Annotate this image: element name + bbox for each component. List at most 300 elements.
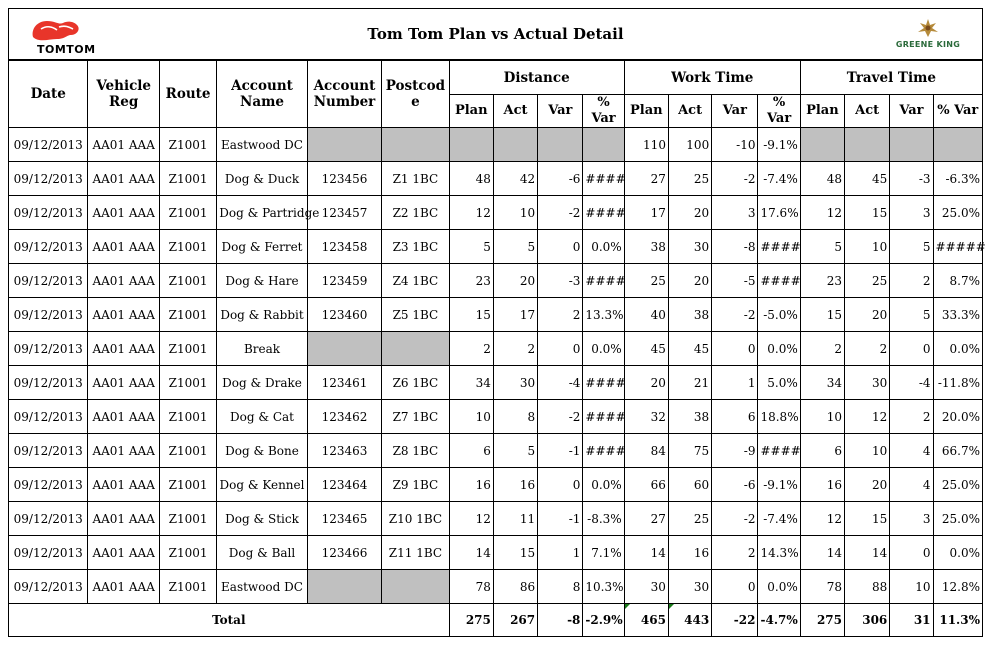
cell-travel-time-act: 14: [845, 536, 890, 570]
cell-distance-plan: 12: [449, 502, 493, 536]
cell-date: 09/12/2013: [9, 366, 88, 400]
cell-travel-time-pct-var: 8.7%: [933, 264, 982, 298]
cell-travel-time-pct-var: 0.0%: [933, 536, 982, 570]
cell-travel-time-var: [890, 128, 933, 162]
cell-work-time-plan: 30: [624, 570, 668, 604]
cell-vehicle-reg: AA01 AAA: [88, 570, 159, 604]
cell-date: 09/12/2013: [9, 128, 88, 162]
cell-date: 09/12/2013: [9, 332, 88, 366]
cell-date: 09/12/2013: [9, 230, 88, 264]
cell-distance-plan: 16: [449, 468, 493, 502]
cell-distance-var: -1: [538, 434, 583, 468]
col-account-name: Account Name: [217, 61, 308, 128]
cell-distance-plan: 5: [449, 230, 493, 264]
col-vehicle-reg: Vehicle Reg: [88, 61, 159, 128]
total-distance-plan: 275: [449, 604, 493, 637]
cell-distance-act: 16: [493, 468, 537, 502]
cell-vehicle-reg: AA01 AAA: [88, 196, 159, 230]
cell-travel-time-plan: 23: [800, 264, 844, 298]
cell-route: Z1001: [159, 536, 216, 570]
table-body: [9, 128, 986, 637]
cell-date: 09/12/2013: [9, 502, 88, 536]
table-row: [9, 400, 983, 434]
cell-travel-time-var: -3: [890, 162, 933, 196]
group-travel-time: Travel Time: [800, 61, 982, 95]
table-row: [9, 196, 983, 230]
cell-distance-var: -6: [538, 162, 583, 196]
cell-date: 09/12/2013: [9, 162, 88, 196]
cell-distance-pct-var: ####: [583, 366, 624, 400]
cell-work-time-plan: 38: [624, 230, 668, 264]
cell-distance-act: 30: [493, 366, 537, 400]
cell-work-time-pct-var: 17.6%: [758, 196, 800, 230]
cell-work-time-pct-var: 14.3%: [758, 536, 800, 570]
cell-work-time-pct-var: -9.1%: [758, 128, 800, 162]
cell-work-time-pct-var: ####: [758, 434, 800, 468]
cell-distance-var: -2: [538, 196, 583, 230]
cell-travel-time-pct-var: 12.8%: [933, 570, 982, 604]
cell-account-name: Eastwood DC: [217, 128, 308, 162]
table-row: [9, 332, 983, 366]
cell-postcode: Z11 1BC: [382, 536, 449, 570]
total-work-time-act: 443: [668, 604, 711, 637]
cell-travel-time-act: 10: [845, 434, 890, 468]
cell-distance-var: -4: [538, 366, 583, 400]
cell-work-time-pct-var: ####: [758, 264, 800, 298]
cell-work-time-pct-var: 5.0%: [758, 366, 800, 400]
cell-work-time-act: 75: [668, 434, 711, 468]
cell-postcode: [382, 570, 449, 604]
cell-route: Z1001: [159, 264, 216, 298]
cell-distance-var: 2: [538, 298, 583, 332]
cell-postcode: [382, 128, 449, 162]
group-distance: Distance: [449, 61, 624, 95]
cell-work-time-var: 0: [712, 570, 758, 604]
cell-vehicle-reg: AA01 AAA: [88, 128, 159, 162]
cell-travel-time-pct-var: 0.0%: [933, 332, 982, 366]
cell-vehicle-reg: AA01 AAA: [88, 434, 159, 468]
cell-travel-time-plan: 14: [800, 536, 844, 570]
cell-distance-act: 15: [493, 536, 537, 570]
cell-account-number: 123465: [307, 502, 381, 536]
cell-vehicle-reg: AA01 AAA: [88, 162, 159, 196]
cell-distance-plan: 34: [449, 366, 493, 400]
cell-work-time-var: -2: [712, 502, 758, 536]
cell-travel-time-plan: 34: [800, 366, 844, 400]
cell-route: Z1001: [159, 162, 216, 196]
sub-act: Act: [493, 95, 537, 128]
cell-account-name: Dog & Bone: [217, 434, 308, 468]
cell-travel-time-var: 10: [890, 570, 933, 604]
cell-work-time-act: 16: [668, 536, 711, 570]
cell-travel-time-pct-var: -6.3%: [933, 162, 982, 196]
cell-work-time-act: 21: [668, 366, 711, 400]
cell-work-time-pct-var: 0.0%: [758, 332, 800, 366]
cell-travel-time-act: 88: [845, 570, 890, 604]
cell-travel-time-act: 20: [845, 298, 890, 332]
cell-travel-time-plan: 12: [800, 196, 844, 230]
cell-vehicle-reg: AA01 AAA: [88, 332, 159, 366]
cell-postcode: Z3 1BC: [382, 230, 449, 264]
cell-account-name: Dog & Hare: [217, 264, 308, 298]
cell-work-time-var: -2: [712, 162, 758, 196]
cell-work-time-var: 1: [712, 366, 758, 400]
cell-travel-time-pct-var: [933, 128, 982, 162]
cell-distance-act: 42: [493, 162, 537, 196]
table-row: [9, 128, 983, 162]
cell-travel-time-var: 0: [890, 332, 933, 366]
cell-distance-plan: 78: [449, 570, 493, 604]
cell-work-time-act: 20: [668, 196, 711, 230]
cell-travel-time-plan: 12: [800, 502, 844, 536]
cell-travel-time-var: 4: [890, 468, 933, 502]
cell-postcode: Z10 1BC: [382, 502, 449, 536]
cell-distance-pct-var: 13.3%: [583, 298, 624, 332]
cell-work-time-plan: 45: [624, 332, 668, 366]
tomtom-wordmark: TOMTOM: [37, 43, 96, 56]
cell-distance-var: -3: [538, 264, 583, 298]
cell-account-name: Dog & Kennel: [217, 468, 308, 502]
total-travel-time-var: 31: [890, 604, 933, 637]
table-row: [9, 366, 983, 400]
cell-distance-pct-var: -8.3%: [583, 502, 624, 536]
cell-distance-act: [493, 128, 537, 162]
cell-vehicle-reg: AA01 AAA: [88, 230, 159, 264]
report-sheet: [8, 8, 986, 638]
cell-distance-plan: 12: [449, 196, 493, 230]
cell-distance-act: 17: [493, 298, 537, 332]
cell-work-time-act: 20: [668, 264, 711, 298]
cell-date: 09/12/2013: [9, 196, 88, 230]
cell-travel-time-act: 30: [845, 366, 890, 400]
cell-postcode: Z6 1BC: [382, 366, 449, 400]
cell-travel-time-var: 4: [890, 434, 933, 468]
cell-account-name: Dog & Rabbit: [217, 298, 308, 332]
plan-vs-actual-table: [8, 60, 986, 637]
cell-travel-time-act: 2: [845, 332, 890, 366]
table-row: [9, 502, 983, 536]
sub-act: Act: [845, 95, 890, 128]
cell-account-number: 123457: [307, 196, 381, 230]
col-postcode: Postcod e: [382, 61, 449, 128]
table-row: [9, 434, 983, 468]
cell-work-time-plan: 20: [624, 366, 668, 400]
cell-vehicle-reg: AA01 AAA: [88, 536, 159, 570]
cell-account-number: [307, 128, 381, 162]
cell-travel-time-pct-var: #####: [933, 230, 982, 264]
cell-route: Z1001: [159, 400, 216, 434]
cell-work-time-var: 0: [712, 332, 758, 366]
cell-account-number: 123459: [307, 264, 381, 298]
cell-postcode: Z2 1BC: [382, 196, 449, 230]
cell-distance-act: 5: [493, 230, 537, 264]
group-work-time: Work Time: [624, 61, 800, 95]
cell-distance-pct-var: ####: [583, 400, 624, 434]
cell-distance-act: 2: [493, 332, 537, 366]
cell-distance-pct-var: 10.3%: [583, 570, 624, 604]
cell-account-name: Dog & Ball: [217, 536, 308, 570]
cell-vehicle-reg: AA01 AAA: [88, 264, 159, 298]
table-row: [9, 298, 983, 332]
cell-distance-plan: 48: [449, 162, 493, 196]
cell-work-time-act: 45: [668, 332, 711, 366]
cell-work-time-act: 60: [668, 468, 711, 502]
cell-route: Z1001: [159, 230, 216, 264]
cell-route: Z1001: [159, 298, 216, 332]
cell-postcode: Z4 1BC: [382, 264, 449, 298]
sub-pct-var: % Var: [933, 95, 982, 128]
cell-account-name: Dog & Ferret: [217, 230, 308, 264]
cell-account-number: 123460: [307, 298, 381, 332]
cell-travel-time-var: 3: [890, 502, 933, 536]
cell-work-time-plan: 25: [624, 264, 668, 298]
cell-distance-var: 0: [538, 332, 583, 366]
report-title: Tom Tom Plan vs Actual Detail: [367, 25, 624, 43]
cell-account-name: Dog & Duck: [217, 162, 308, 196]
cell-distance-plan: 15: [449, 298, 493, 332]
cell-work-time-plan: 32: [624, 400, 668, 434]
total-travel-time-plan: 275: [800, 604, 844, 637]
cell-account-number: 123466: [307, 536, 381, 570]
cell-distance-pct-var: 0.0%: [583, 230, 624, 264]
cell-work-time-var: -9: [712, 434, 758, 468]
cell-work-time-var: 6: [712, 400, 758, 434]
total-work-time-var: -22: [712, 604, 758, 637]
cell-work-time-pct-var: 0.0%: [758, 570, 800, 604]
cell-travel-time-pct-var: 20.0%: [933, 400, 982, 434]
total-travel-time-pct-var: 11.3%: [933, 604, 982, 637]
cell-work-time-plan: 14: [624, 536, 668, 570]
cell-travel-time-var: 2: [890, 400, 933, 434]
cell-work-time-plan: 27: [624, 502, 668, 536]
cell-postcode: Z7 1BC: [382, 400, 449, 434]
cell-postcode: [382, 332, 449, 366]
cell-distance-act: 86: [493, 570, 537, 604]
cell-distance-act: 5: [493, 434, 537, 468]
cell-work-time-act: 30: [668, 570, 711, 604]
col-route: Route: [159, 61, 216, 128]
table-row: [9, 162, 983, 196]
cell-distance-pct-var: ####: [583, 196, 624, 230]
cell-work-time-pct-var: 18.8%: [758, 400, 800, 434]
cell-distance-plan: 6: [449, 434, 493, 468]
cell-distance-pct-var: ####: [583, 162, 624, 196]
cell-travel-time-pct-var: -11.8%: [933, 366, 982, 400]
cell-work-time-var: -6: [712, 468, 758, 502]
total-work-time-pct-var: -4.7%: [758, 604, 800, 637]
cell-distance-pct-var: ####: [583, 264, 624, 298]
cell-travel-time-var: 5: [890, 298, 933, 332]
table-row: [9, 536, 983, 570]
cell-distance-var: 0: [538, 230, 583, 264]
cell-account-name: Dog & Drake: [217, 366, 308, 400]
cell-distance-plan: 23: [449, 264, 493, 298]
cell-account-name: Dog & Partridge: [217, 196, 308, 230]
cell-distance-var: -2: [538, 400, 583, 434]
sub-var: Var: [890, 95, 933, 128]
cell-distance-act: 11: [493, 502, 537, 536]
cell-route: Z1001: [159, 434, 216, 468]
cell-travel-time-plan: 48: [800, 162, 844, 196]
cell-travel-time-var: 3: [890, 196, 933, 230]
cell-work-time-act: 25: [668, 162, 711, 196]
cell-work-time-act: 100: [668, 128, 711, 162]
cell-travel-time-act: 25: [845, 264, 890, 298]
cell-date: 09/12/2013: [9, 400, 88, 434]
cell-distance-var: 0: [538, 468, 583, 502]
cell-work-time-plan: 17: [624, 196, 668, 230]
cell-travel-time-act: 15: [845, 502, 890, 536]
cell-distance-act: 10: [493, 196, 537, 230]
total-work-time-plan: 465: [624, 604, 668, 637]
cell-route: Z1001: [159, 366, 216, 400]
table-row: [9, 570, 983, 604]
cell-travel-time-pct-var: 25.0%: [933, 502, 982, 536]
sub-plan: Plan: [800, 95, 844, 128]
cell-work-time-act: 38: [668, 298, 711, 332]
cell-work-time-var: -8: [712, 230, 758, 264]
cell-distance-var: [538, 128, 583, 162]
cell-distance-var: -1: [538, 502, 583, 536]
cell-work-time-pct-var: -7.4%: [758, 502, 800, 536]
cell-date: 09/12/2013: [9, 570, 88, 604]
cell-vehicle-reg: AA01 AAA: [88, 400, 159, 434]
cell-work-time-pct-var: -5.0%: [758, 298, 800, 332]
cell-travel-time-var: -4: [890, 366, 933, 400]
cell-work-time-var: -5: [712, 264, 758, 298]
cell-distance-plan: 2: [449, 332, 493, 366]
cell-route: Z1001: [159, 332, 216, 366]
cell-travel-time-pct-var: 25.0%: [933, 196, 982, 230]
table-row: [9, 264, 983, 298]
table-row: [9, 230, 983, 264]
sub-pct-var: % Var: [758, 95, 800, 128]
cell-account-number: 123461: [307, 366, 381, 400]
cell-route: Z1001: [159, 570, 216, 604]
sub-plan: Plan: [624, 95, 668, 128]
sub-var: Var: [712, 95, 758, 128]
cell-account-number: [307, 332, 381, 366]
cell-work-time-var: -2: [712, 298, 758, 332]
total-distance-var: -8: [538, 604, 583, 637]
cell-account-number: [307, 570, 381, 604]
total-travel-time-act: 306: [845, 604, 890, 637]
cell-work-time-pct-var: -9.1%: [758, 468, 800, 502]
cell-date: 09/12/2013: [9, 536, 88, 570]
cell-travel-time-var: 0: [890, 536, 933, 570]
report-header: [8, 8, 983, 60]
sub-pct-var: % Var: [583, 95, 624, 128]
col-date: Date: [9, 61, 88, 128]
cell-travel-time-var: 5: [890, 230, 933, 264]
cell-travel-time-act: [845, 128, 890, 162]
cell-postcode: Z1 1BC: [382, 162, 449, 196]
cell-travel-time-var: 2: [890, 264, 933, 298]
cell-account-number: 123456: [307, 162, 381, 196]
cell-work-time-act: 38: [668, 400, 711, 434]
cell-work-time-var: 2: [712, 536, 758, 570]
cell-travel-time-plan: 5: [800, 230, 844, 264]
cell-work-time-var: 3: [712, 196, 758, 230]
greene-king-wordmark: GREENE KING: [895, 40, 961, 49]
cell-date: 09/12/2013: [9, 298, 88, 332]
cell-distance-var: 8: [538, 570, 583, 604]
header-row-groups: [9, 61, 983, 95]
cell-distance-plan: [449, 128, 493, 162]
crest-icon: [913, 17, 943, 39]
cell-travel-time-act: 15: [845, 196, 890, 230]
cell-route: Z1001: [159, 128, 216, 162]
cell-account-name: Eastwood DC: [217, 570, 308, 604]
greene-king-logo: [888, 17, 968, 55]
cell-distance-pct-var: 0.0%: [583, 332, 624, 366]
sub-act: Act: [668, 95, 711, 128]
cell-work-time-plan: 40: [624, 298, 668, 332]
cell-account-name: Break: [217, 332, 308, 366]
cell-account-number: 123464: [307, 468, 381, 502]
cell-work-time-act: 25: [668, 502, 711, 536]
cell-travel-time-act: 10: [845, 230, 890, 264]
sub-var: Var: [538, 95, 583, 128]
cell-distance-act: 8: [493, 400, 537, 434]
cell-date: 09/12/2013: [9, 468, 88, 502]
cell-distance-pct-var: 7.1%: [583, 536, 624, 570]
cell-work-time-pct-var: -7.4%: [758, 162, 800, 196]
cell-distance-plan: 14: [449, 536, 493, 570]
cell-vehicle-reg: AA01 AAA: [88, 468, 159, 502]
cell-route: Z1001: [159, 468, 216, 502]
cell-travel-time-plan: 16: [800, 468, 844, 502]
cell-travel-time-plan: 15: [800, 298, 844, 332]
cell-account-number: 123458: [307, 230, 381, 264]
cell-travel-time-act: 45: [845, 162, 890, 196]
cell-travel-time-pct-var: 25.0%: [933, 468, 982, 502]
total-distance-pct-var: -2.9%: [583, 604, 624, 637]
cell-account-number: 123462: [307, 400, 381, 434]
cell-travel-time-plan: 78: [800, 570, 844, 604]
cell-vehicle-reg: AA01 AAA: [88, 366, 159, 400]
total-label: Total: [9, 604, 450, 637]
cell-travel-time-act: 20: [845, 468, 890, 502]
cell-distance-pct-var: ####: [583, 434, 624, 468]
cell-distance-var: 1: [538, 536, 583, 570]
cell-postcode: Z8 1BC: [382, 434, 449, 468]
cell-vehicle-reg: AA01 AAA: [88, 502, 159, 536]
cell-travel-time-plan: 10: [800, 400, 844, 434]
cell-work-time-var: -10: [712, 128, 758, 162]
cell-distance-plan: 10: [449, 400, 493, 434]
cell-route: Z1001: [159, 502, 216, 536]
cell-travel-time-pct-var: 66.7%: [933, 434, 982, 468]
cell-account-number: 123463: [307, 434, 381, 468]
cell-work-time-plan: 66: [624, 468, 668, 502]
cell-travel-time-plan: 6: [800, 434, 844, 468]
cell-vehicle-reg: AA01 AAA: [88, 298, 159, 332]
cell-travel-time-plan: [800, 128, 844, 162]
cell-travel-time-pct-var: 33.3%: [933, 298, 982, 332]
cell-postcode: Z5 1BC: [382, 298, 449, 332]
cell-postcode: Z9 1BC: [382, 468, 449, 502]
sub-plan: Plan: [449, 95, 493, 128]
cell-route: Z1001: [159, 196, 216, 230]
table-row: [9, 468, 983, 502]
cell-work-time-act: 30: [668, 230, 711, 264]
cell-distance-pct-var: 0.0%: [583, 468, 624, 502]
cell-work-time-pct-var: ####: [758, 230, 800, 264]
cell-distance-act: 20: [493, 264, 537, 298]
cell-work-time-plan: 27: [624, 162, 668, 196]
cell-work-time-plan: 110: [624, 128, 668, 162]
